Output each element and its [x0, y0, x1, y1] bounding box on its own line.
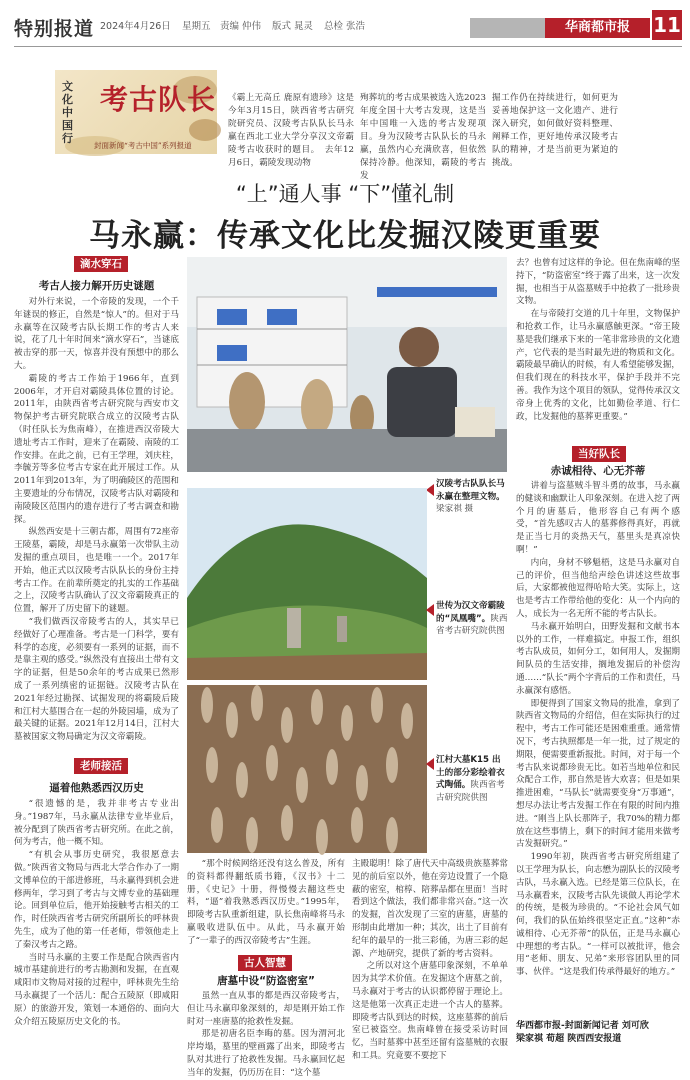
caption-text: 江村大墓K15 出土的部分彩绘着衣式陶俑。: [436, 755, 505, 790]
caption-credit: 梁家祺 摄: [436, 504, 474, 514]
caption-3: [436, 754, 508, 804]
section-badge-3: 古人智慧: [238, 955, 292, 971]
paragraph: 1990年初，陕西省考古研究所组建了以王学理为队长，向志懋为副队长的汉陵考古队，马永赢入选。已经是第三位队长，在马永赢看来，汉陵考古队先谈做人再论学术的传统，是极为珍贵的。“不论社会风气如何，我们的队伍始终很坚定正直。”这种“赤诚相待、心无芥蒂”的队伍，正是马永赢心中理想的考古队。“一样可以被批评，他会用“老师、朋友、兄弟”来形容团队里的同事、伙伴。“这是我们传承得最好的地方。”: [516, 852, 680, 978]
issue-weekday: 星期五: [182, 21, 211, 32]
editor-credit: 责编 仲伟: [220, 21, 262, 32]
paragraph: 对外行来说，一个帝陵的发现，一个千年谜误的修正，自然是“惊人”的。但对于马永赢等在汉陵考古队长期工作的考古人来说，花了几十年时间来“滴水穿石”，当谜底被击穿的那一天，惊喜并没有预想中的那么大。: [14, 297, 179, 371]
paragraph: 当时马永赢的主要工作是配合陕西省内城市基建前进行的考古勘测和发掘，在直观咸阳市文物局对接的过程中，呼林贵先生给马永赢提了一个活儿：配合五陵原（即咸阳原）的旅游开发，策划一本通俗的、面向大众介绍五陵原历史文化的书。: [14, 952, 179, 1027]
article-col-mid-b: [187, 990, 345, 1078]
caption-text: 世传为汉文帝霸陵的“凤凰嘴”。: [436, 601, 505, 624]
figurines-illustration: [187, 685, 427, 853]
section-title-4: 赤诚相待、心无芥蒂: [550, 465, 646, 477]
paragraph: “我们做西汉帝陵考古的人，其实早已经做好了心理准备。考古是一门科学，要有科学的态度，必须要有一系列的证据，而不是靠主观的感受。”纵然没有直接出土带有文字的证据，但是50余年的考古成果已然形成了一系列缜密的证据链。汉陵考古队在2021年经过勘探、试掘发现的将霸陵后陵和江村大墓围合在一起的外陵园墙，成为了最关键的证据。2021年12月14日，江村大墓被国家文物局确定为汉文帝霸陵。: [14, 616, 179, 743]
caption-2: [436, 600, 508, 638]
paragraph: 纵然西安是十三朝古都，周围有72座帝王陵墓，霸陵，却是马永赢第一次带队主动发掘的重点项目，也是唯一一个。2017年开始，他正式以汉陵考古队队长的身份主持考古工作。在前辈所奠定的扎实的工作基础之上，汉陵考古队确认了汉文帝霸陵真正的位置，解开了历史留下的谜题。: [14, 527, 179, 615]
header-divider: [14, 46, 682, 47]
article-col-mid-c: [352, 858, 508, 1061]
caption-credit: 陕西省考古研究院供图: [436, 780, 505, 803]
paragraph: 即便得到了国家文物局的批准，拿到了陕西省文物局的介绍信，但在实际执行的过程中，考古工作可能还是困难重重。通常情况下，考古执照都是一年一批，过了规定的期限，便需要重新报批。时间，对于每一个考古队来说都珍贵无比。如若当地单位和民众配合工作，那自然是皆大欢喜；但是如果推进困难，“马队长”就需要变身“万事通”，想尽办法让考古发掘工作在有限的时间内推进。“刚当上队长那阵子，我70%的精力都放在这些事情上，剩下的时间才能用来做考古发掘研究。”: [516, 698, 680, 850]
paragraph: “那个时候网络还没有这么普及，所有的资料都得翻纸质书籍，《汉书》十二册，《史记》十册，得慢慢去翻这些史料，“逼”着我熟悉西汉历史。”1995年，即陵考古队重新组建，队长焦南峰将马永赢吸收进队伍中。从此，马永赢开始了“一辈子的西汉帝陵考古”生涯。: [187, 859, 345, 946]
page-number: 11: [652, 10, 682, 40]
caption-pointer: [426, 604, 434, 616]
section-badge-2: 老师接活: [74, 758, 128, 774]
issue-date: 2024年4月26日: [100, 21, 171, 32]
paragraph: 讲着与盗墓贼斗智斗勇的故事，马永赢的健谈和幽默让人印象深刻。在进入挖了两个月的唐墓后，他形容自己有两个感受，“首先感叹古人的墓葬修得真好，再就是正当七月的炎热天气，墓里头是真凉快啊！”: [516, 481, 680, 555]
byline: [516, 1020, 686, 1046]
hill-landscape-illustration: [187, 488, 427, 680]
series-title: 考古队长: [100, 83, 217, 116]
intro-col-2: 殉葬坑的考古成果被选入选2023年度全国十大考古发现，这是当年中国唯一入选的考古发现项目。身为汉陵考古队队长的马永赢，虽然内心充满欣喜，但依然保持冷静。他深知，霸陵的考古发: [360, 93, 486, 181]
photo-painted-figurines: [187, 685, 427, 853]
proof-credit: 总检 张浩: [324, 21, 366, 32]
section-title-2: 逼着他熟悉西汉历史: [49, 782, 144, 794]
headline-kicker: “上”通人事 “下”懂礼制: [235, 182, 455, 206]
section-badge-1: 滴水穿石: [74, 256, 128, 272]
paragraph: 之所以对这个唐墓印象深刻，不单单因为其学术价值。在发掘这个唐墓之前，马永赢对于考古的认识都停留于理论上。这是他第一次真正走进一个古人的墓葬。即陵考古队到达的时候，这座墓葬的前后室已被盗空。焦南峰曾在接受采访时回忆，当时墓葬中甚至还留有盗墓贼的衣服和工具。究竟要不要挖下: [352, 961, 508, 1061]
section-title-1: 考古人接力解开历史谜题: [38, 280, 155, 292]
byline-line-1: 华西都市报-封面新闻记者 刘可欣: [516, 1021, 649, 1031]
byline-line-2: 梁家祺 荀超 陕西西安报道: [516, 1034, 622, 1044]
caption-text: 汉陵考古队队长马永赢在整理文物。: [436, 479, 505, 502]
article-col-right-b: [516, 480, 680, 1018]
layout-credit: 版式 晁灵: [272, 21, 314, 32]
article-col-left-b: [14, 798, 179, 1043]
article-col-mid-a: [187, 858, 345, 953]
headline-title: 马永赢：传承文化比发掘汉陵更重要: [89, 218, 601, 254]
paragraph: 霸陵的考古工作始于1966年，直到2006年，才开启对霸陵具体位置的讨论。2011年，由陕西省考古研究院与西安市文物保护考古研究院联合成立的汉陵考古队（时任队长为焦南峰），在推进西汉帝陵大遗址考古工作时，迎来了在霸陵、南陵的工作安排。在此之前，已有王学理，刘庆柱，李毓芳等多位考古专家在此开展过工作。从2011年到2013年，为了明确陵区的范围和主要遗址的分布情况，汉陵考古队对霸陵和南陵陵区范围内的遗存进行了考古调查和勘探。: [14, 373, 179, 525]
paragraph: “有机会从事历史研究，我很愿意去做。”陕西省文物局与西北大学合作办了一期文博单位的干部进修班，马永赢得到机会进修两年，学习到了考古与文博专业的基础理论。回到单位后，他开始接触考古相关的工作，时任陕西省考古研究所副所长的呼林贵先生，成为了他的第一任老师，带领他走上了秦汉考古之路。: [14, 850, 179, 950]
caption-pointer: [426, 484, 434, 496]
paragraph: 虽然一直从事的都是西汉帝陵考古，但让马永赢印象深刻的，却是刚开始工作时对一座唐墓的抢救性发掘。: [187, 991, 345, 1027]
paragraph: 在与帝陵打交道的几十年里，文物保护和抢救工作，让马永赢感触更深。“帝王陵墓是我们继承下来的一笔非常珍贵的文化遗产，它代表的是当时最先进的物质和文化。霸陵最早确认的时候，有人希望能够发掘，但我们现在的科技水平，保护手段并不完善。我作为这个项目的领队，觉得传承汉文帝身上优秀的文化，比如勤俭孝道、行仁政，比发掘他的墓葬更重要。”: [516, 309, 680, 422]
paragraph: 去？也曾有过这样的争论。但在焦南峰的坚持下，“防盗密室”终于露了出来，这一次发掘，也相当于从盗墓贼手中抢救了一批珍贵文物。: [516, 258, 680, 307]
article-col-left-a: [14, 296, 179, 756]
paragraph: 内向，身材不够魁梧，这是马永赢对自己的评价，但当他给声绘色讲述这些故事后，大家都被他逗得哈哈大笑。实际上，这也是考古工作带给他的变化：从一个内向的人，成长为一名无所不能的考古队长。: [516, 557, 680, 619]
caption-1: [436, 478, 508, 516]
paragraph: “很遗憾的是，我并非考古专业出身。”1987年，马永赢从法律专业毕业后，被分配到了陕西省考古研究所。在此之前，何为考古，他一概不知。: [14, 799, 179, 848]
paragraph: 那是初唐名臣李晦的墓。因为渭河北岸垮塌，墓里的壁画露了出来，即陵考古队对其进行了抢救性发掘。马永赢回忆起当年的发掘，仍历历在目：“这个墓: [187, 1029, 345, 1078]
section-title-3: 唐墓中设“防盗密室”: [217, 975, 315, 987]
caption-credit: 陕西省考古研究院供图: [436, 613, 508, 636]
caption-pointer: [426, 758, 434, 770]
intro-col-1: 《霸上无高丘 鹿原有遗珍》这是今年3月15日，陕西省考古研究院研究员、汉陵考古队队长马永赢在西北工业大学分享汉文帝霸陵考古收获时的题目。 去年12月6日，霸陵发现动物: [228, 93, 354, 168]
section-badge-4: 当好队长: [572, 446, 626, 462]
paragraph: 主殿聪明！除了唐代天中高级贵族墓葬常见的前后室以外，他在旁边设置了一个隐蔽的密室，棺椁、陪葬品都在里面！当时看到这个做法，我们都非常兴奋。”这一次的发掘，首次发现了三室的唐墓，唐墓的形制由此增加一种；其次，出土了目前有纪年的最早的一批三彩俑，为唐三彩的起源、产地研究，提供了新的考古资料。: [352, 859, 508, 959]
paragraph: 马永赢开始明白，田野发掘和文献书本以外的工作，一样难搞定。申报工作，组织考古队成员，如何分工，如何用人，发掘期间队员的生活安排，搁地发掘后的补偿沟通……“队长”两个字背后的工作和责任，马永赢深有感悟。: [516, 621, 680, 696]
intro-col-3: 掘工作仍在持续进行，如何更为妥善地保护这一文化遗产、进行深入研究，如何做好资料整理、阐释工作，更好地传承汉陵考古队的精神，才是当前更为紧迫的挑战。: [492, 93, 618, 168]
newspaper-logo: 华商都市报: [545, 18, 650, 38]
lab-scene-illustration: [187, 257, 507, 472]
photo-ma-yongying-with-artifacts: [187, 257, 507, 472]
article-col-right-a: [516, 257, 680, 444]
series-subtitle: 封面新闻“考古中国”系列报道: [94, 141, 192, 150]
section-title: 特别报道: [14, 18, 95, 40]
photo-fenghuangzui: [187, 488, 427, 680]
series-vertical-label: 文化中国行: [62, 80, 73, 145]
